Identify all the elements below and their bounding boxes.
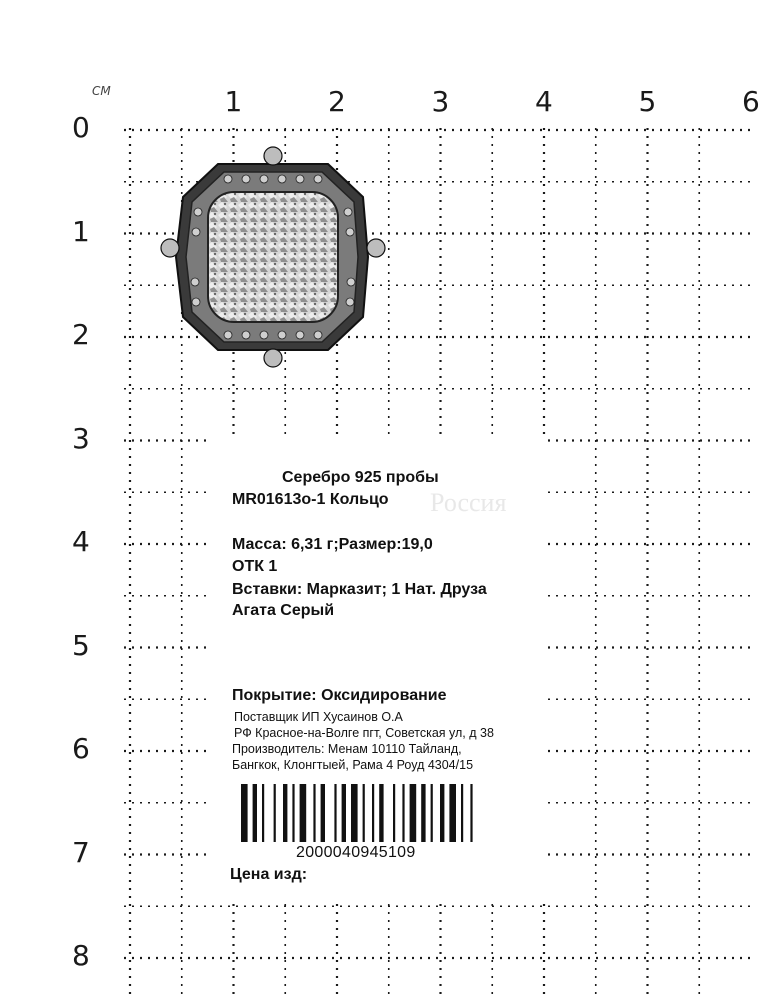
barcode-bar: [313, 784, 315, 842]
label-manufacturer-address: Бангкок, Клонгтыей, Рама 4 Роуд 4304/15: [232, 758, 474, 772]
barcode-bar: [363, 784, 365, 842]
ruler-y-tick: 3: [72, 421, 90, 455]
barcode-bar: [262, 784, 264, 842]
barcode-bar: [410, 784, 417, 842]
barcode-bar: [342, 784, 346, 842]
label-article: MR01613o-1 Кольцо: [232, 491, 389, 508]
ruler-y-tick: 8: [72, 939, 90, 972]
ruler-x-tick: 6: [742, 85, 760, 118]
barcode-number: 2000040945109: [296, 844, 416, 861]
barcode-bar: [402, 784, 404, 842]
label-price: Цена изд:: [230, 866, 308, 883]
ruler-y-tick: 6: [72, 732, 90, 765]
ruler-x-tick: 3: [431, 85, 450, 118]
barcode-bar: [274, 784, 276, 842]
ruler-y-tick: 4: [72, 525, 90, 558]
ruler-x-tick: 5: [638, 85, 657, 118]
barcode-bar: [449, 784, 456, 842]
label-otk: ОТК 1: [232, 558, 278, 575]
barcode-bar: [253, 784, 257, 842]
barcode-bar: [440, 784, 444, 842]
barcode-bar: [351, 784, 358, 842]
ruler-y-tick: 1: [72, 214, 90, 248]
barcode-bar: [292, 784, 294, 842]
ruler-x-tick: 1: [224, 85, 243, 118]
barcode-bar: [334, 784, 336, 842]
label-coating: Покрытие: Оксидирование: [232, 687, 447, 704]
label-inserts-line2: Агата Серый: [232, 602, 335, 619]
watermark-text: Россия: [430, 488, 507, 517]
ruler-y-tick: 7: [72, 835, 90, 869]
barcode-bar: [461, 784, 463, 842]
barcode-bar: [300, 784, 307, 842]
ruler-y-tick: 0: [72, 111, 90, 144]
barcode-bar: [321, 784, 325, 842]
barcode-bar: [431, 784, 433, 842]
ruler-y-tick: 5: [72, 628, 90, 662]
barcode-bar: [283, 784, 287, 842]
ruler-y-tick: 2: [72, 318, 90, 351]
label-title: Серебро 925 пробы: [282, 469, 439, 486]
label-inserts-line1: Вставки: Марказит; 1 Нат. Друза: [232, 581, 487, 598]
label-mass-size: Масса: 6,31 г;Размер:19,0: [232, 536, 433, 553]
ruler-x-tick: 4: [535, 85, 553, 118]
ring-product-image: [158, 142, 388, 372]
barcode-bar: [379, 784, 383, 842]
barcode-bar: [470, 784, 472, 842]
label-address: РФ Красное-на-Волге пгт, Советская ул, д 38: [234, 726, 494, 740]
barcode-bar: [372, 784, 374, 842]
barcode: [241, 784, 503, 842]
ruler-unit-label: CM: [92, 84, 111, 98]
barcode-bar: [241, 784, 248, 842]
label-manufacturer: Производитель: Менам 10110 Тайланд,: [232, 742, 462, 756]
ruler-x-tick: 2: [328, 85, 346, 118]
label-supplier: Поставщик ИП Хусаинов О.А: [234, 710, 403, 724]
barcode-bar: [393, 784, 395, 842]
barcode-bar: [421, 784, 425, 842]
